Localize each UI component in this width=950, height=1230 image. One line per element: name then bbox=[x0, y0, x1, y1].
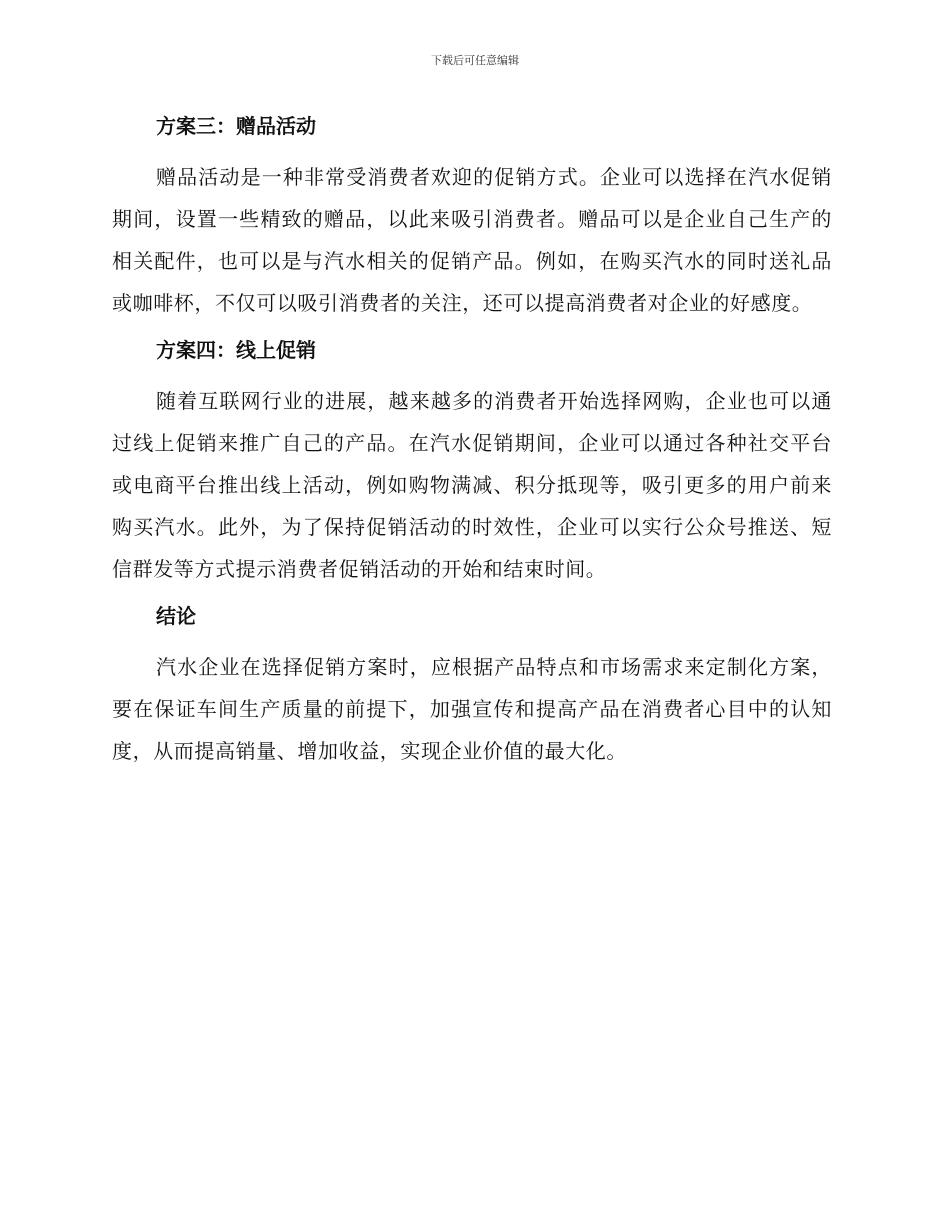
document-body bbox=[112, 110, 832, 772]
section-paragraph-online-promotion: 随着互联网行业的进展，越来越多的消费者开始选择网购，企业也可以通过线上促销来推广自己的产品。在汽水促销期间，企业可以通过各种社交平台或电商平台推出线上活动，例如购物满减、积分抵现等，吸引更多的用户前来购买汽水。此外，为了保持促销活动的时效性，企业可以实行公众号推送、短信群发等方式提示消费者促销活动的开始和结束时间。 bbox=[112, 389, 832, 581]
page-header-note: 下载后可任意编辑 bbox=[431, 54, 519, 67]
section-paragraph-gift-promotion: 赠品活动是一种非常受消费者欢迎的促销方式。企业可以选择在汽水促销期间，设置一些精致的赠品，以此来吸引消费者。赠品可以是企业自己生产的相关配件，也可以是与汽水相关的促销产品。例如，在购买汽水的同时送礼品或咖啡杯，不仅可以吸引消费者的关注，还可以提高消费者对企业的好感度。 bbox=[112, 165, 832, 315]
section-heading-gift-promotion: 方案三：赠品活动 bbox=[156, 114, 316, 138]
section-heading-online-promotion: 方案四：线上促销 bbox=[156, 338, 316, 362]
section-paragraph-conclusion: 汽水企业在选择促销方案时，应根据产品特点和市场需求来定制化方案，要在保证车间生产质量的前提下，加强宣传和提高产品在消费者心目中的认知度，从而提高销量、增加收益，实现企业价值的最大化。 bbox=[112, 655, 832, 763]
section-heading-conclusion: 结论 bbox=[156, 604, 196, 628]
